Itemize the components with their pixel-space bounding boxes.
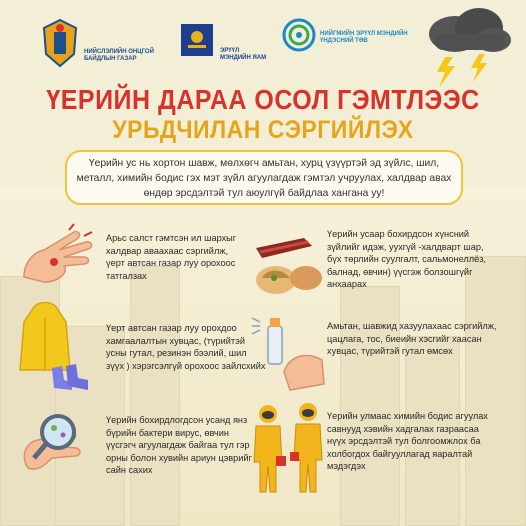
tip-clothing: Үерт автсан газар луу орохдоо хамгаалалтын хувцас, (түрийтэй усны гутал, резинэн бээлий, шил зүүх ) хэрэгсэлгүй орохоос зайлсхийх	[106, 323, 266, 371]
tip-wound: Арьс салст гэмтсэн ил шархыг халдвар аваахаас сэргийлж, үерт автсан газар луу орохоос татгалзах	[106, 233, 237, 281]
emergency-emblem-icon	[40, 18, 80, 68]
tip-food: Үерийн усаар бохирдсон хүнсний зүйлийг идэж, уухгүй -халдварт шар, бүх төрлийн суулгалт, сальмонеллёз, балнад, өвчин) үүсгэж болзошгүйг анхаарах	[327, 229, 486, 289]
tip-insects: Амьтан, шавжид хазуулахаас сэргийлж, цацлага, тос, биеийн хэсгийг хаасан хувцас, түрийтэй гутал өмсөх	[327, 321, 497, 356]
building	[465, 256, 526, 526]
logo-center-line1: ЭРҮҮЛ	[220, 48, 240, 54]
storm-cloud-icon	[415, 2, 515, 92]
emergency-agency-logo	[40, 18, 154, 68]
logo-right-line2: ҮНДЭСНИЙ ТӨВ	[320, 38, 368, 44]
logo-right-line1: НИЙГМИЙН ЭРҮҮЛ МЭНДИЙН	[320, 31, 408, 37]
public-health-center-logo	[282, 18, 408, 52]
building	[130, 266, 180, 526]
page-subtitle: УРЬДЧИЛАН СЭРГИЙЛЭХ	[112, 114, 414, 144]
ministry-emblem-icon	[180, 23, 214, 57]
raincoat-boots-icon	[14, 300, 92, 395]
logo-center-line2: МЭНДИЙН ЯАМ	[220, 55, 267, 61]
tip-bacteria: Үерийн бохирдлогдсон усанд янз бүрийн бактери вирус, өвчин үүсгэгч агуулагдаж байгаа тул гэр орны болон хувийн ариун цэврийг сайн сахих	[106, 415, 252, 475]
health-ministry-logo	[180, 18, 266, 62]
tip-chemical: Үерийн улмаас химийн бодис агуулах савнууд хэвийн хадгалах газраасаа нүүх эрсдэлтэй тул болгоомжлох ба холбогдох байгууллагад яаралтай мэдэгдэх	[327, 411, 488, 471]
hazmat-workers-icon	[246, 400, 330, 496]
intro-notice: Үерийн ус нь хортон шавж, мөлхөгч амьтан, хурц үзүүртэй эд зүйлс, шил, металл, химийн бодис гэх мэт зүйл агуулагдаж гэмтэл учруулах, халдвар авах өндөр эрсдэлтэй тул аюулгүй байдлаа хангана уу!	[65, 150, 463, 205]
bacteria-magnifier-icon	[8, 402, 90, 484]
page-title: ҮЕРИЙН ДАРАА ОСОЛ ГЭМТЛЭЭС	[46, 84, 480, 116]
public-health-emblem-icon	[282, 18, 316, 52]
contaminated-food-icon	[252, 228, 324, 300]
injured-hand-icon	[14, 222, 99, 292]
logo-left-line2: БАЙДЛЫН ГАЗАР	[84, 56, 137, 62]
logo-left-line1: НИЙСЛЭЛИЙН ОНЦГОЙ	[84, 49, 154, 55]
